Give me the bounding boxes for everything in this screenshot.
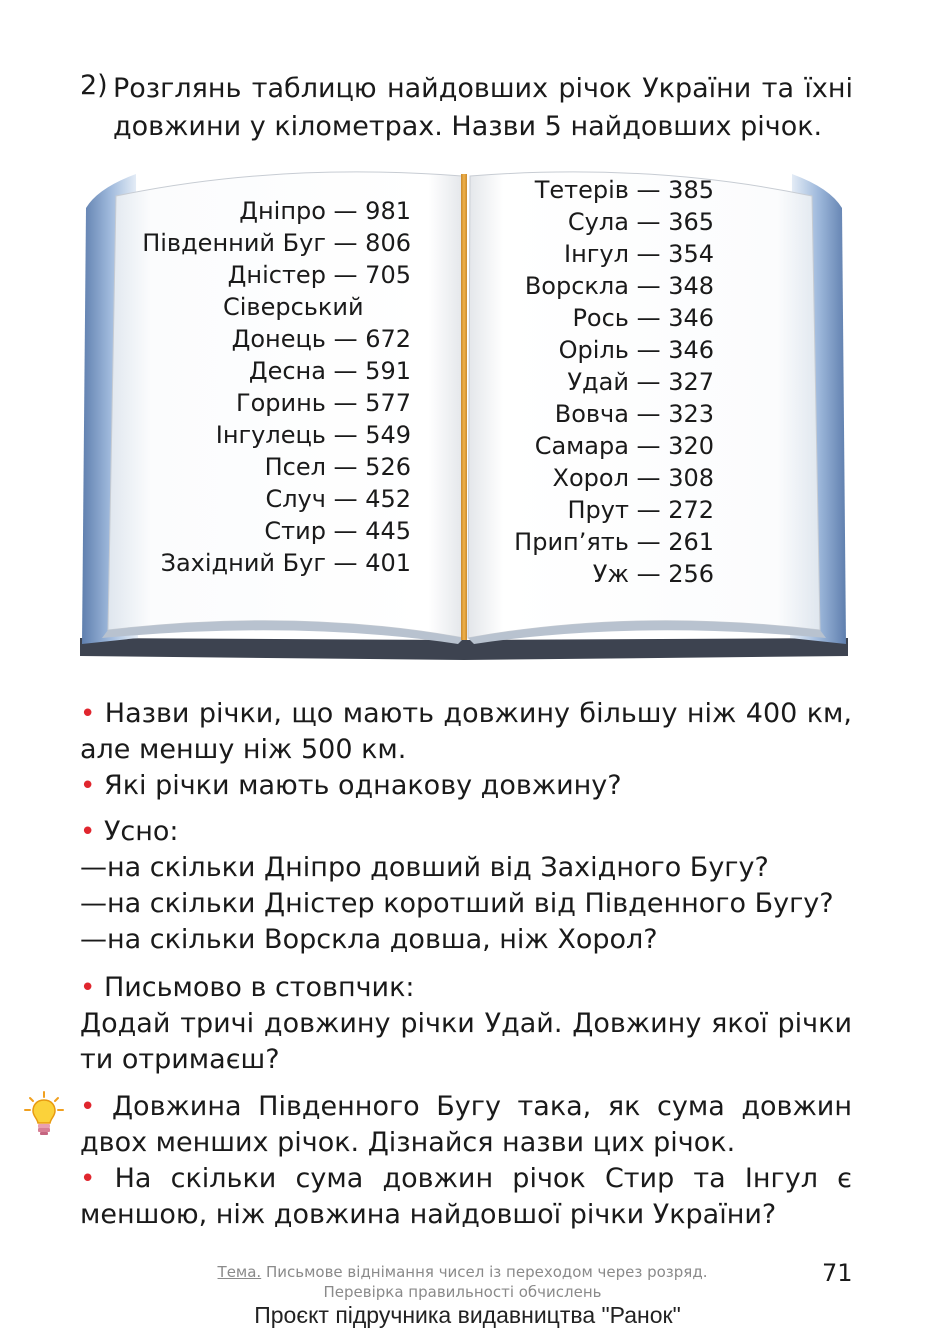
question-1 <box>80 696 852 768</box>
river-entry: Ворскла — 348 <box>524 272 714 300</box>
task-number: 2) <box>80 70 108 101</box>
question-6 <box>80 1161 852 1233</box>
question-2-text: Які річки мають однакову довжину? <box>103 770 622 801</box>
question-5-text: Довжина Південного Бугу така, як сума довжин двох менших річок. Дізнайся назви цих річок. <box>80 1091 852 1158</box>
river-entry: Інгулець — 549 <box>215 421 411 449</box>
river-entry: Псел — 526 <box>264 453 411 481</box>
river-entry: Прут — 272 <box>567 496 714 524</box>
topic-text: Письмове віднімання чисел із переходом через розряд. <box>265 1263 708 1281</box>
topic-label: Тема. <box>217 1263 262 1281</box>
question-3-item: —на скільки Дністер коротший від Південного Бугу? <box>80 888 834 919</box>
river-entry: Прип’ять — 261 <box>514 528 714 556</box>
question-3-head: Усно: <box>103 816 179 847</box>
river-entry: Західний Буг — 401 <box>160 549 411 577</box>
river-entry: Горинь — 577 <box>235 389 411 417</box>
river-entry: Дніпро — 981 <box>239 197 411 225</box>
bullet-icon: • <box>80 973 96 1003</box>
topic-line-2: Перевірка правильності обчислень <box>323 1283 602 1301</box>
river-entry: Рось — 346 <box>572 304 714 332</box>
rivers-right-page <box>500 174 714 590</box>
publisher-note: Проєкт підручника видавництва "Ранок" <box>254 1302 681 1328</box>
page-number: 71 <box>822 1259 853 1287</box>
river-entry: Дністер — 705 <box>227 261 411 289</box>
question-3 <box>80 814 852 958</box>
river-entry: Вовча — 323 <box>554 400 714 428</box>
bullet-icon: • <box>80 817 96 847</box>
question-3-item: —на скільки Дніпро довший від Західного Бугу? <box>80 852 769 883</box>
question-2 <box>80 768 852 804</box>
rivers-left-page <box>100 195 411 579</box>
question-5 <box>80 1089 852 1161</box>
question-1-text: Назви річки, що мають довжину більшу ніж 400 км, але меншу ніж 500 км. <box>80 698 852 765</box>
bullet-icon: • <box>80 1164 96 1194</box>
bullet-icon: • <box>80 771 96 801</box>
river-entry: Донець — 672 <box>231 325 411 353</box>
river-entry: Стир — 445 <box>264 517 411 545</box>
bullet-icon: • <box>80 1092 96 1122</box>
question-4 <box>80 970 852 1078</box>
question-6-text: На скільки сума довжин річок Стир та Інгул є меншою, ніж довжина найдовшої річки України? <box>80 1163 852 1230</box>
river-entry: Хорол — 308 <box>552 464 714 492</box>
river-entry: Самара — 320 <box>534 432 714 460</box>
river-entry: Десна — 591 <box>248 357 411 385</box>
question-4-head: Письмово в стовпчик: <box>103 972 415 1003</box>
footer-topic <box>180 1262 745 1302</box>
river-entry: Удай — 327 <box>567 368 714 396</box>
river-entry: Інгул — 354 <box>564 240 714 268</box>
river-entry: Тетерів — 385 <box>534 176 714 204</box>
question-4-text: Додай тричі довжину річки Удай. Довжину якої річки ти отримаєш? <box>80 1008 852 1075</box>
river-entry: Оріль — 346 <box>558 336 714 364</box>
river-entry: Случ — 452 <box>265 485 411 513</box>
river-entry: Південний Буг — 806 <box>142 229 411 257</box>
river-entry: Сіверський <box>223 293 364 321</box>
river-entry: Уж — 256 <box>592 560 714 588</box>
bullet-icon: • <box>80 699 96 729</box>
task-text: Розглянь таблицю найдовших річок України та їхні довжини у кілометрах. Назви 5 найдовших річок. <box>113 73 853 142</box>
question-3-item: —на скільки Ворскла довша, ніж Хорол? <box>80 924 658 955</box>
lightbulb-icon <box>22 1090 66 1138</box>
river-entry: Сула — 365 <box>567 208 714 236</box>
